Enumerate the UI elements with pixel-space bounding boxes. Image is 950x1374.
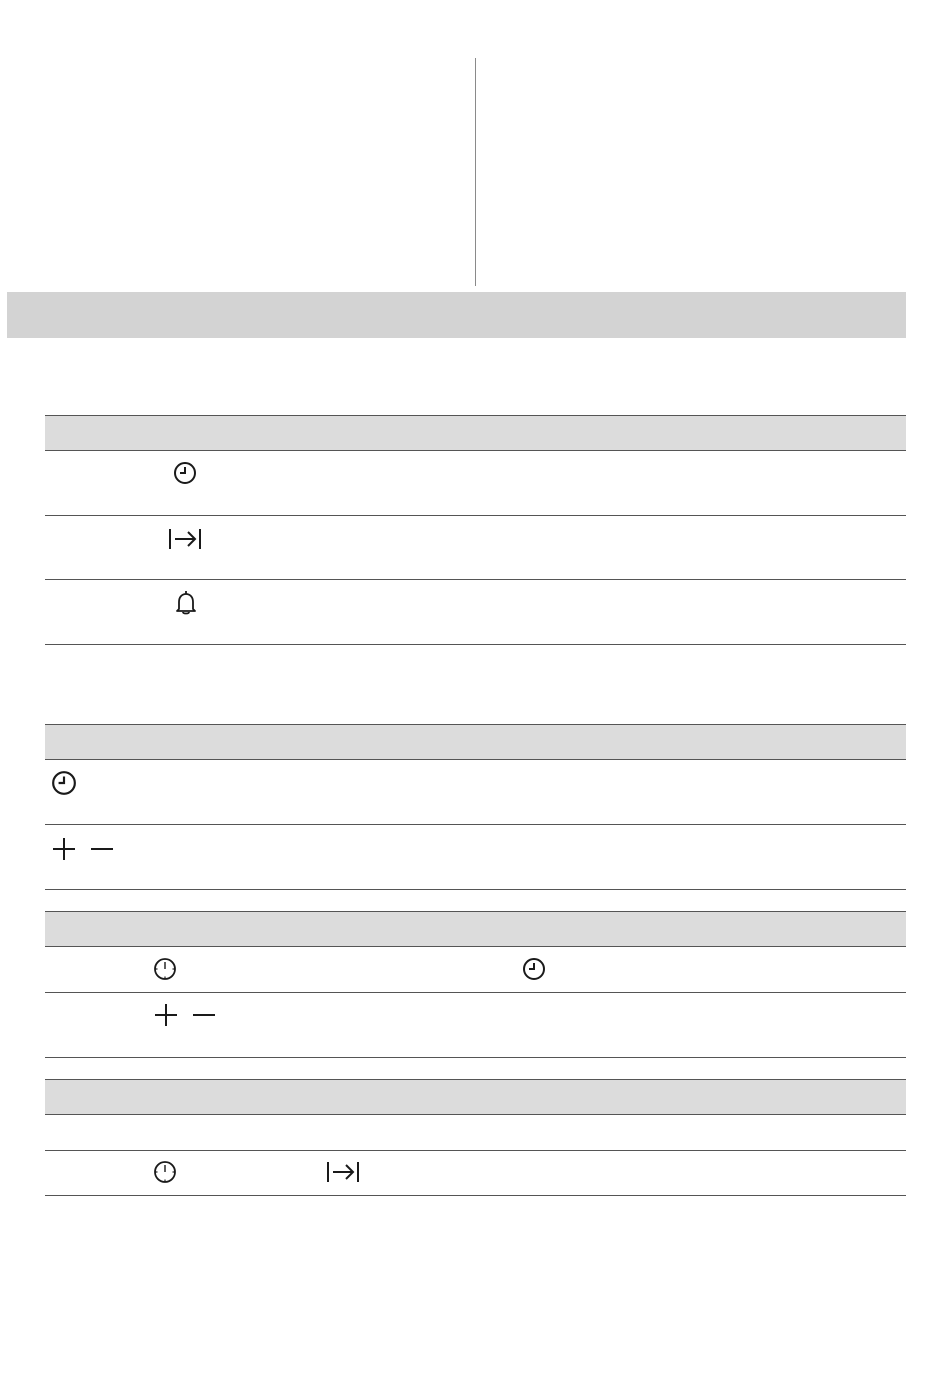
table-row — [45, 1151, 906, 1196]
bell-icon — [175, 590, 197, 616]
minus-icon — [191, 1002, 217, 1028]
table-row — [45, 580, 906, 645]
table-header — [45, 415, 906, 451]
minus-icon — [89, 836, 115, 862]
table-row — [45, 451, 906, 516]
clock-icon — [522, 957, 546, 981]
step-table-1 — [45, 911, 906, 1058]
column-divider — [475, 58, 476, 286]
table-row — [45, 1115, 906, 1151]
clock-icon — [173, 461, 197, 485]
table-row — [45, 825, 906, 890]
table-header — [45, 724, 906, 760]
table-row — [45, 993, 906, 1058]
table-header — [45, 1079, 906, 1115]
clock-icon — [51, 770, 77, 796]
function-table — [45, 415, 906, 645]
table-row — [45, 947, 906, 993]
table-row — [45, 516, 906, 580]
setting-table — [45, 724, 906, 890]
end-arrow-icon — [167, 527, 203, 551]
table-row — [45, 760, 906, 825]
plus-icon — [153, 1002, 179, 1028]
step-table-2 — [45, 1079, 906, 1196]
clock-dial-icon — [153, 957, 177, 981]
plus-icon — [51, 836, 77, 862]
end-arrow-icon — [325, 1160, 361, 1184]
clock-dial-icon — [153, 1160, 177, 1184]
table-header — [45, 911, 906, 947]
section-band — [7, 292, 906, 338]
